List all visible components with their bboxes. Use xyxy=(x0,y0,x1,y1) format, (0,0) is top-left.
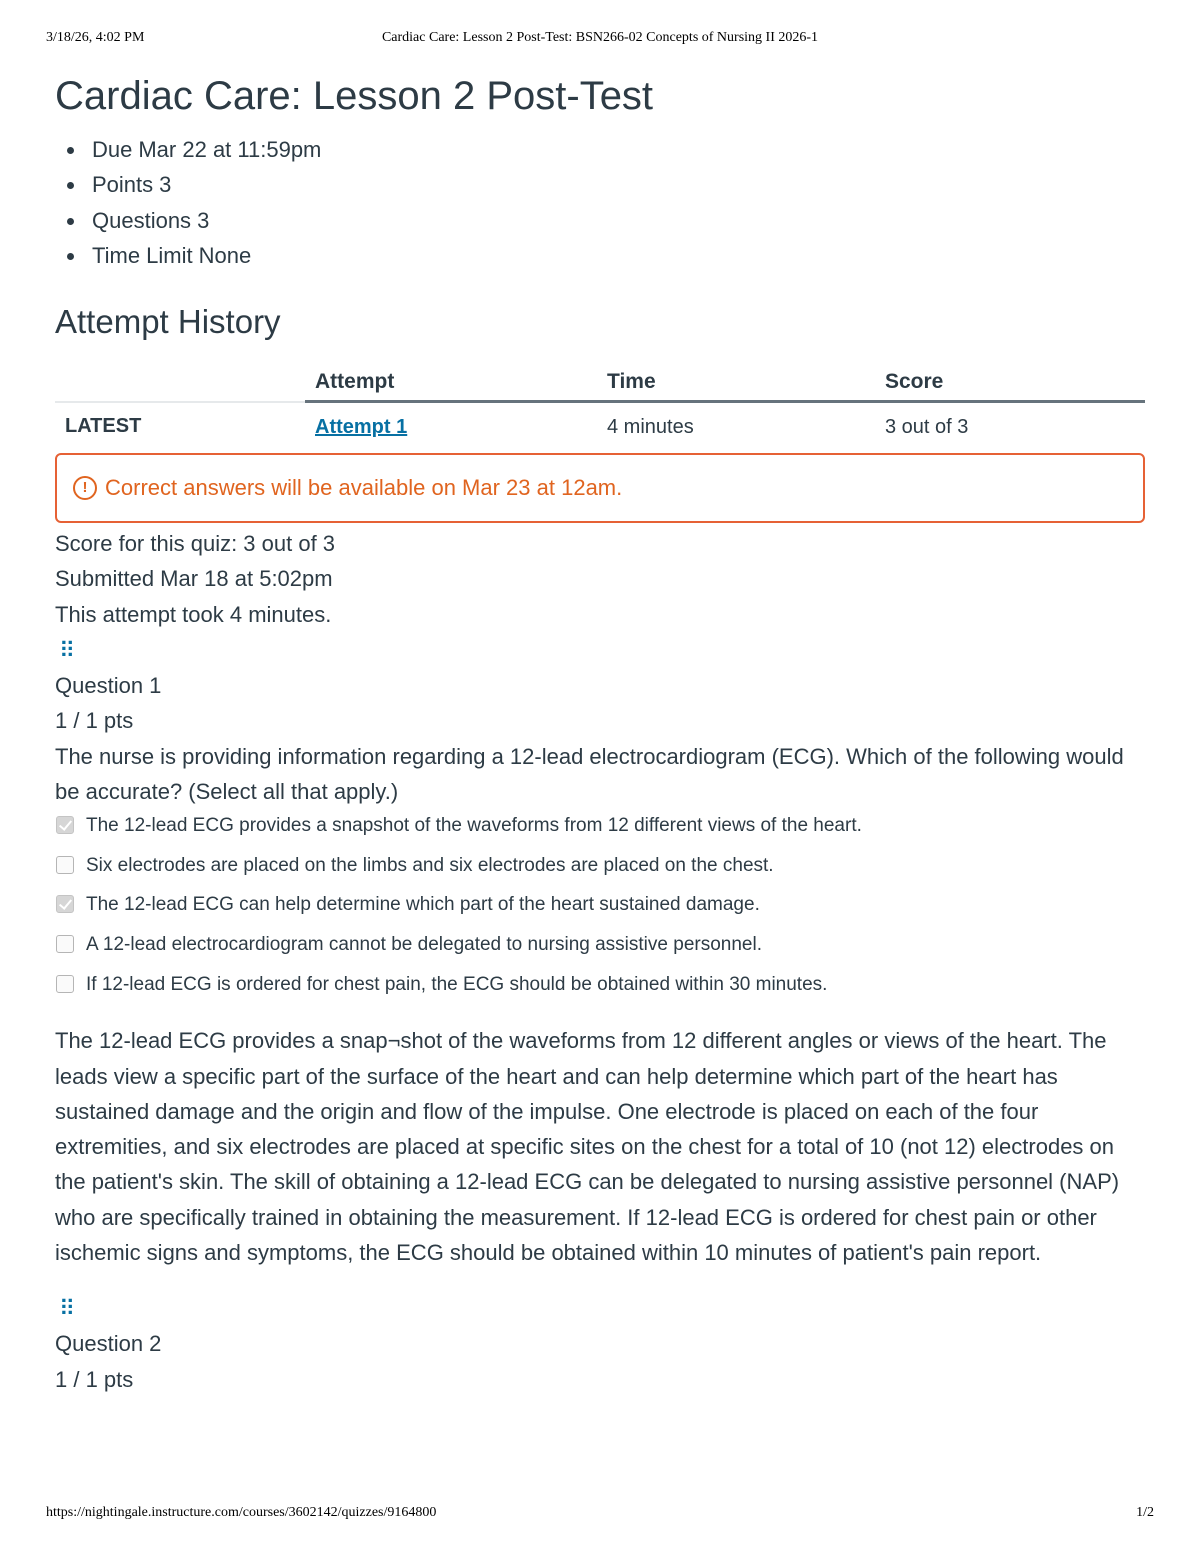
meta-label: Due xyxy=(92,137,133,162)
quiz-content xyxy=(55,70,1145,1397)
answer-text: A 12-lead electrocardiogram cannot be delegated to nursing assistive personnel. xyxy=(86,934,762,956)
attempt-table-header xyxy=(55,364,1145,402)
print-header xyxy=(46,30,1154,50)
quiz-score: Score for this quiz: 3 out of 3 xyxy=(55,531,336,557)
attempt-1-link[interactable]: Attempt 1 xyxy=(315,415,408,438)
answer-checkbox[interactable] xyxy=(56,856,74,874)
quiz-meta-points xyxy=(55,167,1145,202)
answer-checkbox[interactable] xyxy=(56,935,74,953)
answer-checkbox[interactable] xyxy=(56,975,74,993)
print-datetime: 3/18/26, 4:02 PM xyxy=(46,30,145,45)
drag-handle-icon[interactable]: ⠿ xyxy=(59,1296,73,1322)
attempt-time: 4 minutes xyxy=(607,415,694,438)
answer-option xyxy=(55,815,1145,855)
answer-option xyxy=(55,934,1145,974)
answer-list xyxy=(55,815,1145,1013)
attempt-history-table xyxy=(55,364,1145,449)
meta-value: 3 xyxy=(159,172,172,198)
drag-handle-icon[interactable]: ⠿ xyxy=(59,638,73,664)
attempt-col-score: Score xyxy=(875,364,1145,402)
warning-circle-icon: ! xyxy=(73,476,97,500)
attempt-history-heading: Attempt History xyxy=(55,303,281,341)
answer-option xyxy=(55,855,1145,895)
print-url: https://nightingale.instructure.com/courses/3602142/quizzes/9164800 xyxy=(46,1505,437,1520)
answer-checkbox[interactable] xyxy=(56,816,74,834)
question-text: The nurse is providing information regarding a 12-lead electrocardiogram (ECG). Which of the following would be accurate? (Select all that apply.) xyxy=(55,743,1124,804)
attempt-latest-tag: LATEST xyxy=(65,415,142,438)
attempt-col-attempt: Attempt xyxy=(305,364,597,402)
meta-value: None xyxy=(198,242,252,268)
answer-text: If 12-lead ECG is ordered for chest pain, the ECG should be obtained within 30 minutes. xyxy=(86,973,828,995)
question-2 xyxy=(55,1292,1145,1397)
quiz-meta-time-limit xyxy=(55,238,1145,273)
answer-text: The 12-lead ECG can help determine which part of the heart sustained damage. xyxy=(86,894,760,916)
page-title: Cardiac Care: Lesson 2 Post-Test xyxy=(55,74,654,118)
question-1 xyxy=(55,634,1145,1270)
attempt-score: 3 out of 3 xyxy=(885,415,969,438)
table-row xyxy=(55,402,1145,450)
quiz-duration: This attempt took 4 minutes. xyxy=(55,601,332,627)
print-document-title: Cardiac Care: Lesson 2 Post-Test: BSN266-02 Concepts of Nursing II 2026-1 xyxy=(381,30,819,45)
quiz-submitted: Submitted Mar 18 at 5:02pm xyxy=(55,566,333,592)
answer-text: Six electrodes are placed on the limbs and six electrodes are placed on the chest. xyxy=(86,854,774,876)
attempt-col-time: Time xyxy=(597,364,875,402)
quiz-meta-due xyxy=(55,132,1145,167)
quiz-meta-questions xyxy=(55,203,1145,238)
question-points: 1 / 1 pts xyxy=(55,708,134,734)
meta-label: Points xyxy=(92,172,154,198)
question-label: Question 1 xyxy=(55,673,162,699)
meta-value: Mar 22 at 11:59pm xyxy=(138,137,322,162)
alert-text: Correct answers will be available on Mar 23 at 12am. xyxy=(105,475,623,501)
print-footer xyxy=(46,1505,1154,1525)
quiz-summary xyxy=(55,526,1145,632)
answer-option xyxy=(55,894,1145,934)
question-label: Question 2 xyxy=(55,1331,162,1357)
meta-label: Time Limit xyxy=(92,242,193,268)
answer-checkbox[interactable] xyxy=(56,895,74,913)
question-points: 1 / 1 pts xyxy=(55,1366,134,1392)
question-explanation: The 12-lead ECG provides a snap¬shot of the waveforms from 12 different angles or views of the heart. The leads view a specific part of the surface of the heart and can help determine which part of the heart has sustained damage and the origin and flow of the impulse. One electrode is placed on each of the four extremities, and six electrodes are placed at specific sites on the chest for a total of 10 (not 12) electrodes on the patient's skin. The skill of obtaining a 12-lead ECG can be delegated to nursing assistive personnel (NAP) who are specifically trained in obtaining the measurement. If 12-lead ECG is ordered for chest pain or other ischemic signs and symptoms, the ECG should be obtained within 10 minutes of patient's pain report. xyxy=(55,1028,1120,1266)
meta-label: Questions xyxy=(92,207,192,233)
meta-value: 3 xyxy=(197,207,210,233)
answer-text: The 12-lead ECG provides a snapshot of the waveforms from 12 different views of the heart. xyxy=(86,815,862,837)
print-page-number: 1/2 xyxy=(1136,1505,1154,1520)
quiz-meta-list xyxy=(55,132,1145,273)
attempt-col-blank xyxy=(55,364,305,402)
correct-answers-alert xyxy=(55,453,1145,523)
answer-option xyxy=(55,974,1145,1014)
attempt-link-cell xyxy=(305,402,597,450)
